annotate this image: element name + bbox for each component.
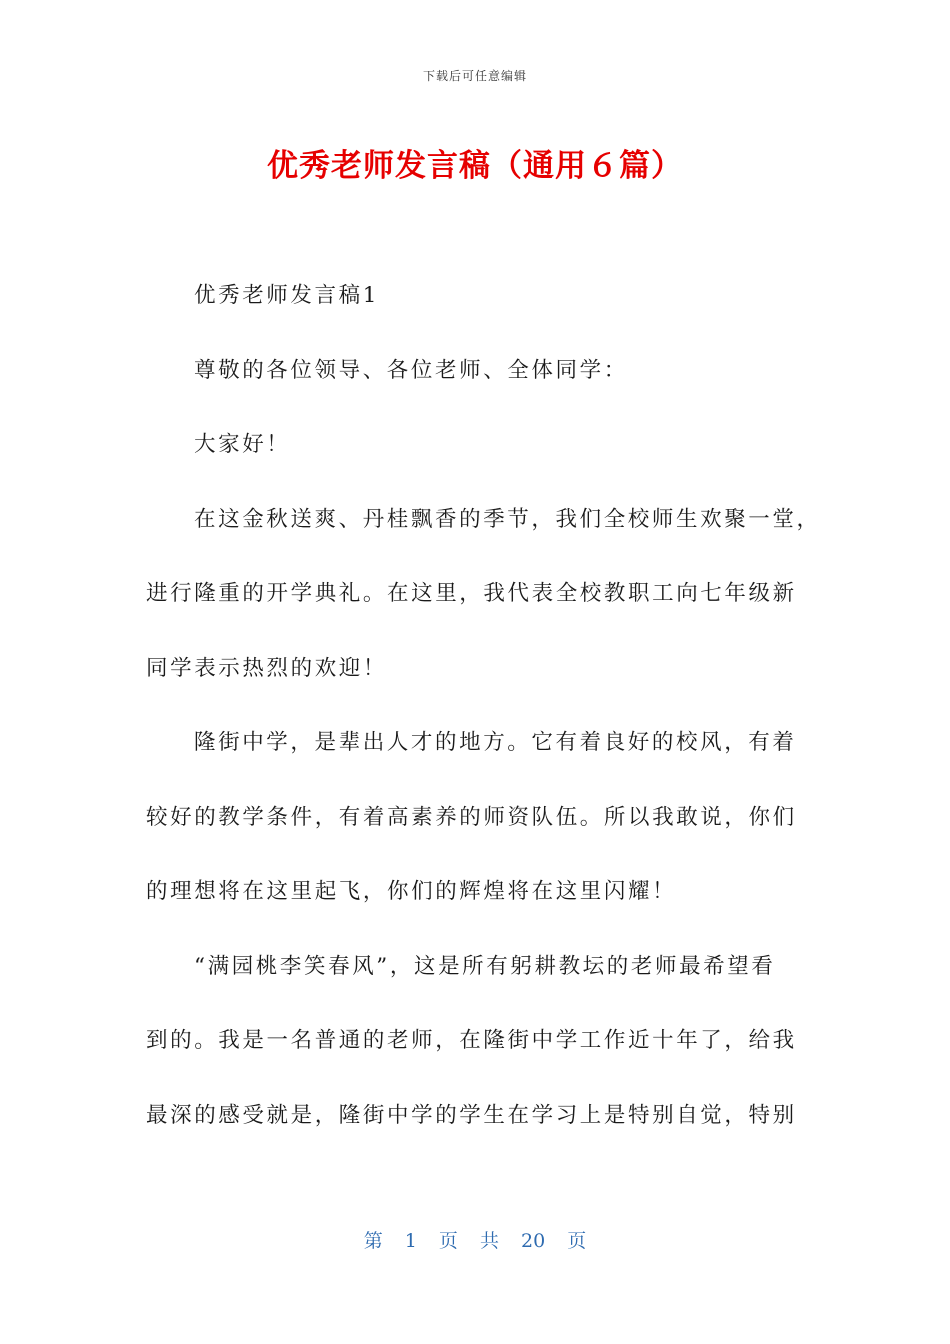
body-line: 到的。我是一名普通的老师，在隆街中学工作近十年了，给我 bbox=[146, 1028, 797, 1053]
body-line: 进行隆重的开学典礼。在这里，我代表全校教职工向七年级新 bbox=[146, 581, 797, 606]
body-line: 在这金秋送爽、丹桂飘香的季节，我们全校师生欢聚一堂， bbox=[194, 506, 821, 532]
footer-prefix: 第 bbox=[363, 1230, 383, 1252]
body-line: 同学表示热烈的欢迎！ bbox=[146, 655, 388, 681]
body-line: 最深的感受就是，隆街中学的学生在学习上是特别自觉，特别 bbox=[146, 1102, 797, 1128]
page-number-footer bbox=[0, 1226, 950, 1253]
header-note: 下载后可任意编辑 bbox=[422, 69, 527, 83]
body-line: “满园桃李笑春风”，这是所有躬耕教坛的老师最希望看 bbox=[194, 953, 776, 979]
body-line: 优秀老师发言稿1 bbox=[194, 283, 379, 308]
body-line: 大家好！ bbox=[194, 432, 291, 457]
footer-total-pages: 20 bbox=[521, 1230, 546, 1252]
document-body bbox=[146, 277, 821, 1171]
footer-page-word: 页 bbox=[438, 1230, 458, 1252]
body-line: 较好的教学条件，有着高素养的师资队伍。所以我敢说，你们 bbox=[146, 804, 797, 830]
footer-suffix: 页 bbox=[567, 1230, 587, 1252]
body-line: 尊敬的各位领导、各位老师、全体同学： bbox=[194, 357, 628, 383]
body-line: 的理想将在这里起飞，你们的辉煌将在这里闪耀！ bbox=[146, 879, 677, 904]
footer-current-page: 1 bbox=[404, 1230, 417, 1252]
document-title: 优秀老师发言稿（通用６篇） bbox=[267, 148, 683, 184]
footer-total-word: 共 bbox=[479, 1230, 499, 1252]
body-line: 隆街中学，是辈出人才的地方。它有着良好的校风，有着 bbox=[194, 730, 797, 755]
